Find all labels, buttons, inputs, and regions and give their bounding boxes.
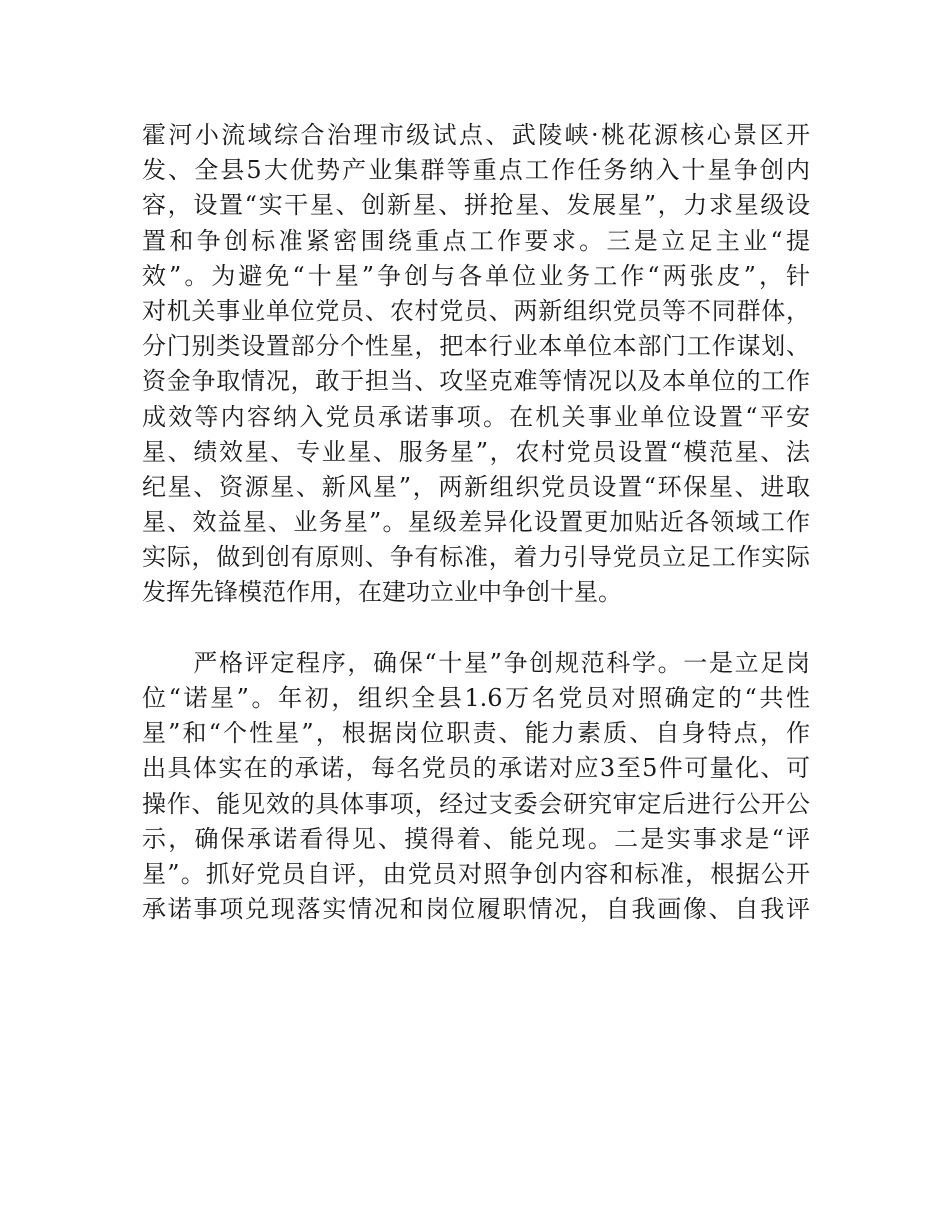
text-line: 效”。为避免“十星”争创与各单位业务工作“两张皮”，针 <box>142 261 810 290</box>
text-line: 星、绩效星、专业星、服务星”，农村党员设置“模范星、法 <box>142 437 810 466</box>
paragraph-1 <box>142 118 810 611</box>
paragraph-spacer <box>142 611 810 646</box>
text-line: 实际，做到创有原则、争有标准，着力引导党员立足工作实际 <box>142 543 810 572</box>
text-line: 发挥先锋模范作用，在建功立业中争创十星。 <box>142 578 622 607</box>
text-line: 资金争取情况，敢于担当、攻坚克难等情况以及本单位的工作 <box>142 367 810 396</box>
text-line: 操作、能见效的具体事项，经过支委会研究审定后进行公开公 <box>142 789 810 818</box>
text-line: 置和争创标准紧密围绕重点工作要求。三是立足主业“提 <box>142 226 810 255</box>
text-line: 承诺事项兑现落实情况和岗位履职情况，自我画像、自我评 <box>142 895 810 924</box>
text-line: 分门别类设置部分个性星，把本行业本单位本部门工作谋划、 <box>142 332 810 361</box>
text-line: 容，设置“实干星、创新星、拼抢星、发展星”，力求星级设 <box>142 191 810 220</box>
document-page <box>142 118 810 927</box>
text-line: 出具体实在的承诺，每名党员的承诺对应3至5件可量化、可 <box>142 754 810 783</box>
text-line: 星、效益星、业务星”。星级差异化设置更加贴近各领域工作 <box>142 508 810 537</box>
text-line: 对机关事业单位党员、农村党员、两新组织党员等不同群体， <box>142 296 810 325</box>
text-line: 成效等内容纳入党员承诺事项。在机关事业单位设置“平安 <box>142 402 810 431</box>
text-line: 位“诺星”。年初，组织全县1.6万名党员对照确定的“共性 <box>142 684 810 712</box>
text-line: 星”和“个性星”，根据岗位职责、能力素质、自身特点，作 <box>142 719 810 748</box>
text-line: 严格评定程序，确保“十星”争创规范科学。一是立足岗 <box>142 648 810 677</box>
text-line: 霍河小流域综合治理市级试点、武陵峡·桃花源核心景区开 <box>142 121 810 149</box>
paragraph-2 <box>142 646 810 928</box>
text-line: 纪星、资源星、新风星”，两新组织党员设置“环保星、进取 <box>142 472 810 501</box>
text-line: 发、全县5大优势产业集群等重点工作任务纳入十星争创内 <box>142 156 810 185</box>
text-line: 星”。抓好党员自评，由党员对照争创内容和标准，根据公开 <box>142 859 810 888</box>
text-line: 示，确保承诺看得见、摸得着、能兑现。二是实事求是“评 <box>142 824 810 853</box>
